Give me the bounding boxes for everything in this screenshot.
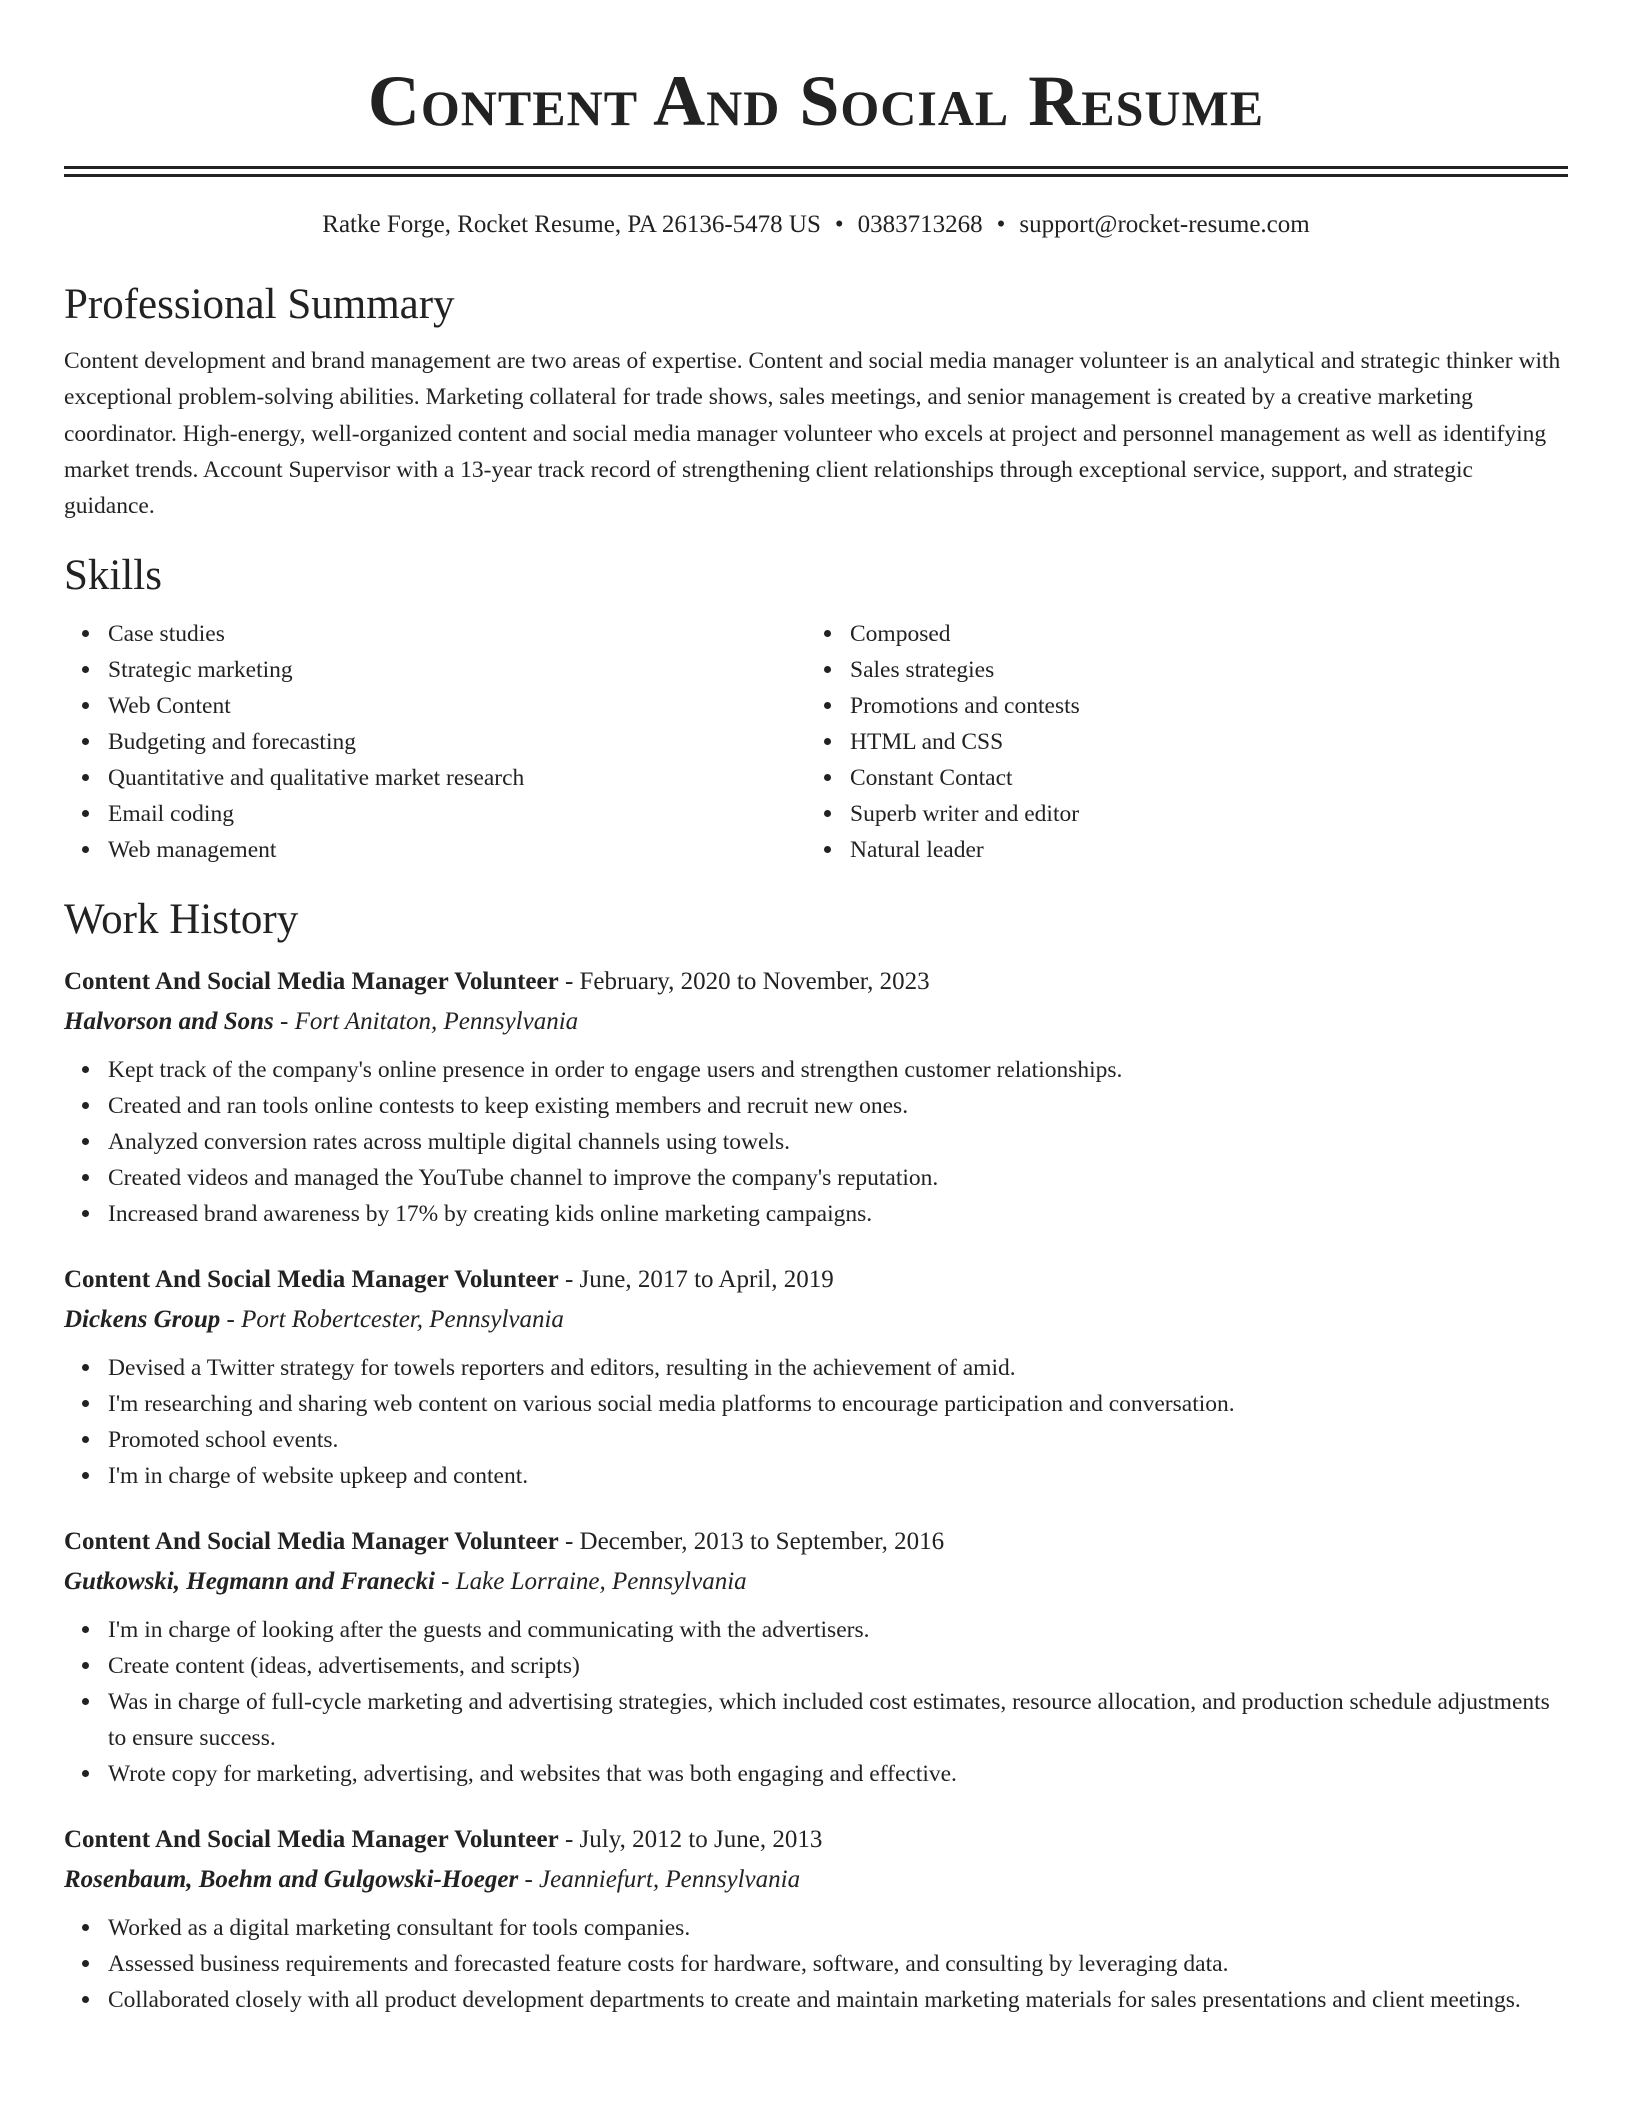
job-company: Gutkowski, Hegmann and Franecki <box>64 1568 435 1596</box>
job-title: Content And Social Media Manager Volunteer <box>64 1266 559 1294</box>
job-bullets <box>64 1910 1568 2018</box>
job-location: - Lake Lorraine, Pennsylvania <box>434 1568 747 1596</box>
job-employer <box>64 1562 1568 1602</box>
job-bullet: Assessed business requirements and forecasted feature costs for hardware, software, and consulting by leveraging data. <box>64 1946 1568 1982</box>
job-bullet: Kept track of the company's online presence in order to engage users and strengthen customer relationships. <box>64 1052 1568 1088</box>
job-entry <box>64 1522 1568 1792</box>
job-entry <box>64 1820 1568 2018</box>
job-heading <box>64 1260 1568 1300</box>
job-company: Halvorson and Sons <box>64 1008 274 1036</box>
job-location: - Port Robertcester, Pennsylvania <box>220 1306 564 1334</box>
skills-list-right <box>806 616 1548 868</box>
skill-item: Composed <box>806 616 1548 652</box>
job-bullets <box>64 1612 1568 1792</box>
skill-item: HTML and CSS <box>806 724 1548 760</box>
skill-item: Case studies <box>64 616 806 652</box>
skill-item: Promotions and contests <box>806 688 1548 724</box>
job-heading <box>64 1522 1568 1562</box>
job-dates: - December, 2013 to September, 2016 <box>558 1528 945 1556</box>
skill-item: Web Content <box>64 688 806 724</box>
job-title: Content And Social Media Manager Volunteer <box>64 1528 559 1556</box>
header-double-rule <box>64 166 1568 177</box>
job-dates: - June, 2017 to April, 2019 <box>558 1266 834 1294</box>
job-location: - Fort Anitaton, Pennsylvania <box>273 1008 579 1036</box>
job-bullet: Wrote copy for marketing, advertising, and websites that was both engaging and effective. <box>64 1756 1568 1792</box>
job-bullet: I'm researching and sharing web content on various social media platforms to encourage participation and conversation. <box>64 1386 1568 1422</box>
summary-text: Content development and brand management are two areas of expertise. Content and social media manager volunteer is an analytical and strategic thinker with exceptional problem-solving abilities. Marketing collateral for trade shows, sales meetings, and senior management is created by a creative marketing coordinator. High-energy, well-organized content and social media manager volunteer who excels at project and personnel management as well as identifying market trends. Account Supervisor with a 13-year track record of strengthening client relationships through exceptional service, support, and strategic guidance. <box>64 348 1561 520</box>
job-company: Dickens Group <box>64 1306 221 1334</box>
skill-item: Budgeting and forecasting <box>64 724 806 760</box>
skill-item: Natural leader <box>806 832 1548 868</box>
job-title: Content And Social Media Manager Volunteer <box>64 1826 559 1854</box>
job-bullet: I'm in charge of website upkeep and content. <box>64 1458 1568 1494</box>
section-title-work-history: Work History <box>64 896 299 944</box>
job-entry <box>64 1260 1568 1494</box>
job-bullet: Worked as a digital marketing consultant for tools companies. <box>64 1910 1568 1946</box>
job-dates: - July, 2012 to June, 2013 <box>558 1826 823 1854</box>
skills-list-left <box>64 616 806 868</box>
skill-item: Strategic marketing <box>64 652 806 688</box>
job-heading <box>64 962 1568 1002</box>
job-bullet: Created and ran tools online contests to keep existing members and recruit new ones. <box>64 1088 1568 1124</box>
contact-separator: • <box>834 211 844 238</box>
skill-item: Constant Contact <box>806 760 1548 796</box>
job-bullet: Promoted school events. <box>64 1422 1568 1458</box>
skill-item: Sales strategies <box>806 652 1548 688</box>
job-employer <box>64 1300 1568 1340</box>
resume-name: Content And Social Resume <box>367 61 1265 141</box>
job-employer <box>64 1860 1568 1900</box>
job-bullet: Devised a Twitter strategy for towels reporters and editors, resulting in the achievement of amid. <box>64 1350 1568 1386</box>
job-title: Content And Social Media Manager Volunteer <box>64 968 559 996</box>
job-employer <box>64 1002 1568 1042</box>
contact-separator: • <box>996 211 1006 238</box>
job-heading <box>64 1820 1568 1860</box>
job-bullets <box>64 1350 1568 1494</box>
skill-item: Web management <box>64 832 806 868</box>
job-bullets <box>64 1052 1568 1232</box>
job-location: - Jeanniefurt, Pennsylvania <box>518 1866 801 1894</box>
job-bullet: Collaborated closely with all product development departments to create and maintain marketing materials for sales presentations and client meetings. <box>64 1982 1568 2018</box>
section-title-summary: Professional Summary <box>64 281 455 328</box>
job-bullet: Create content (ideas, advertisements, and scripts) <box>64 1648 1568 1684</box>
contact-line <box>64 207 1568 243</box>
job-bullet: I'm in charge of looking after the guests and communicating with the advertisers. <box>64 1612 1568 1648</box>
skill-item: Email coding <box>64 796 806 832</box>
section-title-skills: Skills <box>64 552 162 600</box>
job-bullet: Was in charge of full-cycle marketing and advertising strategies, which included cost estimates, resource allocation, and production schedule adjustments to ensure success. <box>64 1684 1568 1756</box>
job-bullet: Analyzed conversion rates across multiple digital channels using towels. <box>64 1124 1568 1160</box>
skill-item: Superb writer and editor <box>806 796 1548 832</box>
skill-item: Quantitative and qualitative market research <box>64 760 806 796</box>
contact-email: support@rocket-resume.com <box>1019 211 1310 238</box>
skills-columns <box>64 616 1568 868</box>
contact-address: Ratke Forge, Rocket Resume, PA 26136-5478 US <box>322 211 821 238</box>
job-company: Rosenbaum, Boehm and Gulgowski-Hoeger <box>64 1866 519 1894</box>
job-entry <box>64 962 1568 1232</box>
job-bullet: Increased brand awareness by 17% by creating kids online marketing campaigns. <box>64 1196 1568 1232</box>
job-dates: - February, 2020 to November, 2023 <box>558 968 930 996</box>
job-bullet: Created videos and managed the YouTube channel to improve the company's reputation. <box>64 1160 1568 1196</box>
contact-phone: 0383713268 <box>857 211 983 238</box>
